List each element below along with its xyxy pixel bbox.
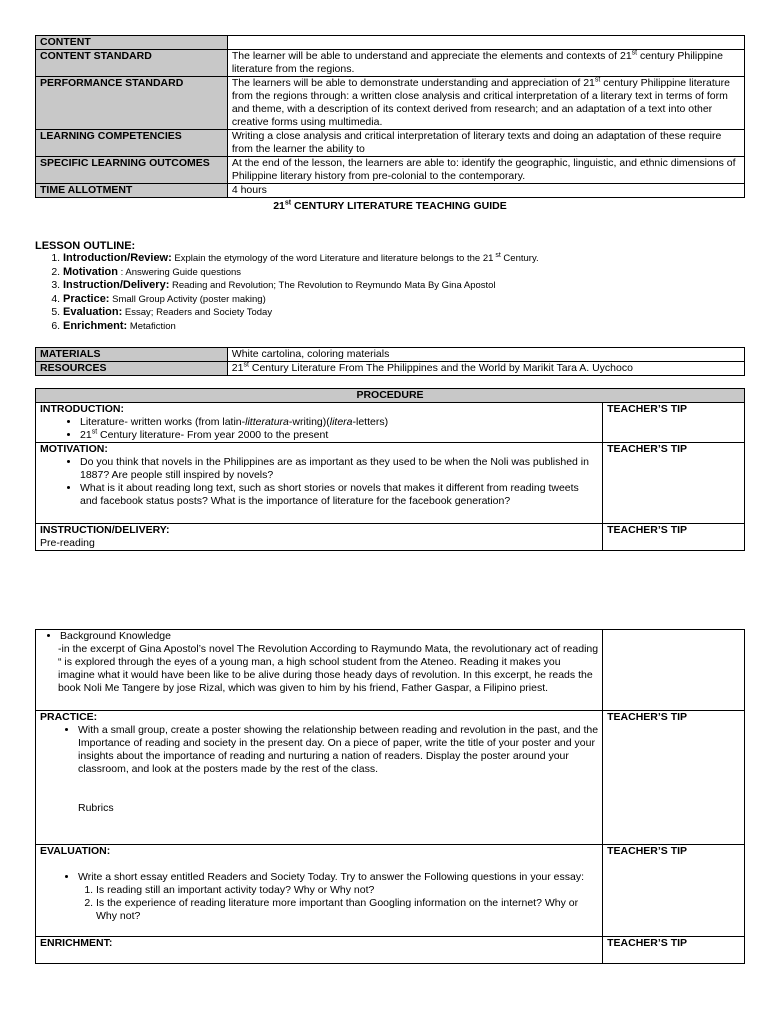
evaluation-questions xyxy=(40,884,598,923)
standards-value: At the end of the lesson, the learners are able to: identify the geographic, linguistic, and ethnic dimensions of Philippine literary history from pre-colonial to the contemporary. xyxy=(227,157,744,184)
standards-value: The learner will be able to understand and appreciate the elements and contexts of 21st century Philippine literature from the regions. xyxy=(227,50,744,77)
teacher-tip-label: TEACHER’S TIP xyxy=(603,845,745,937)
standards-label: PERFORMANCE STANDARD xyxy=(36,77,228,130)
lesson-outline-heading: LESSON OUTLINE: xyxy=(35,240,136,252)
standards-row xyxy=(36,77,745,130)
evaluation-row xyxy=(36,845,745,937)
instruction-sub: Pre-reading xyxy=(40,537,95,549)
list-item: • Literature- written works (from latin-litteratura-writing)(litera-letters) xyxy=(80,416,598,429)
standards-row xyxy=(36,184,745,198)
motivation-label: MOTIVATION: xyxy=(40,443,108,455)
practice-label: PRACTICE: xyxy=(40,711,98,723)
outline-item: 4. Practice: Small Group Activity (poster making) xyxy=(63,293,745,307)
list-item: • Write a short essay entitled Readers and Society Today. Try to answer the Following questions in your essay: xyxy=(78,871,598,884)
instruction-row xyxy=(36,524,745,551)
standards-label: LEARNING COMPETENCIES xyxy=(36,130,228,157)
procedure-table-continued xyxy=(35,629,745,964)
list-item: • Background Knowledge xyxy=(60,630,598,643)
standards-value: 4 hours xyxy=(227,184,744,198)
resources-label: RESOURCES xyxy=(36,362,228,376)
procedure-table xyxy=(35,388,745,551)
introduction-bullets xyxy=(40,416,598,442)
motivation-row xyxy=(36,443,745,524)
practice-bullets xyxy=(40,724,598,776)
enrichment-row xyxy=(36,937,745,964)
list-item: • With a small group, create a poster showing the relationship between reading and revolution in the past, and the Importance of reading and society in the present day. On a piece of paper, write the title of your poster and your insights about the importance of reading and nurturing a nation of readers. Display the poster around your classroom, and look at the posters made by the rest of the class. xyxy=(78,724,598,776)
list-item: 2. Is the experience of reading literature more important than Googling information on the internet? Why or Why not? xyxy=(96,897,598,923)
motivation-bullets xyxy=(40,456,598,508)
teacher-tip-label: TEACHER’S TIP xyxy=(603,711,745,845)
materials-row xyxy=(36,348,745,362)
teacher-tip-label: TEACHER’S TIP xyxy=(603,937,745,964)
outline-item: 1. Introduction/Review: Explain the etymology of the word Literature and literature belongs to the 21 $^{st}$ Century. xyxy=(63,252,745,266)
list-item: • 21st Century literature- From year 2000 to the present xyxy=(80,429,598,442)
standards-table xyxy=(35,35,745,198)
introduction-row xyxy=(36,403,745,443)
enrichment-label: ENRICHMENT: xyxy=(40,937,113,949)
materials-label: MATERIALS xyxy=(36,348,228,362)
background-bullets xyxy=(40,630,598,643)
lesson-outline-list xyxy=(35,252,745,333)
standards-value: Writing a close analysis and critical interpretation of literary texts and doing an adaptation of these require from the learner the ability to xyxy=(227,130,744,157)
resources-value: 21st Century Literature From The Philippines and the World by Marikit Tara A. Uychoco xyxy=(227,362,744,376)
standards-row xyxy=(36,36,745,50)
list-item: • What is it about reading long text, such as short stories or novels that makes it different from reading tweets and facebook status posts? What is the importance of literature for the facebook generation? xyxy=(80,482,598,508)
standards-value: The learners will be able to demonstrate understanding and appreciation of 21st century Philippine literature from the regions through: a written close analysis and critical interpretation of a literary text in terms of form and theme, with a description of its context derived from research; and an adaptation of a text into other creative forms using multimedia. xyxy=(227,77,744,130)
teacher-tip-label: TEACHER’S TIP xyxy=(603,524,745,551)
outline-item: 2. Motivation : Answering Guide questions xyxy=(63,266,745,280)
rubrics-label: Rubrics xyxy=(78,802,114,814)
materials-value: White cartolina, coloring materials xyxy=(227,348,744,362)
evaluation-bullets xyxy=(40,871,598,884)
practice-row xyxy=(36,711,745,845)
background-row xyxy=(36,630,745,711)
teacher-tip-label: TEACHER’S TIP xyxy=(603,443,745,524)
standards-value xyxy=(227,36,744,50)
resources-row xyxy=(36,362,745,376)
procedure-heading: PROCEDURE xyxy=(36,389,745,403)
list-item: 1. Is reading still an important activity today? Why or Why not? xyxy=(96,884,598,897)
standards-label: CONTENT xyxy=(36,36,228,50)
outline-item: 5. Evaluation: Essay; Readers and Society Today xyxy=(63,306,745,320)
instruction-label: INSTRUCTION/DELIVERY: xyxy=(40,524,170,536)
standards-label: SPECIFIC LEARNING OUTCOMES xyxy=(36,157,228,184)
introduction-label: INTRODUCTION: xyxy=(40,403,124,415)
list-item: • Do you think that novels in the Philippines are as important as they used to be when the Noli was published in 1887? Are people still inspired by novels? xyxy=(80,456,598,482)
guide-title: 21st CENTURY LITERATURE TEACHING GUIDE xyxy=(273,199,507,212)
teacher-tip-label: TEACHER’S TIP xyxy=(603,403,745,443)
standards-row xyxy=(36,130,745,157)
standards-label: CONTENT STANDARD xyxy=(36,50,228,77)
evaluation-label: EVALUATION: xyxy=(40,845,111,857)
background-text: -in the excerpt of Gina Apostol’s novel The Revolution According to Raymundo Mata, the revolutionary act of reading “ is explored through the eyes of a young man, a high school student from the Ateneo. Reading it makes you imagine what it would have been like to be alive during those heady days of revolution. In this excerpt, he reads the book Noli Me Tangere by jose Rizal, which was given to him by his friend, Father Gaspar, a Filipino priest. xyxy=(58,643,599,694)
standards-row xyxy=(36,157,745,184)
outline-item: 6. Enrichment: Metafiction xyxy=(63,320,745,334)
standards-row xyxy=(36,50,745,77)
outline-item: 3. Instruction/Delivery: Reading and Revolution; The Revolution to Reymundo Mata By Gina Apostol xyxy=(63,279,745,293)
standards-label: TIME ALLOTMENT xyxy=(36,184,228,198)
lesson-outline xyxy=(35,240,745,333)
materials-table xyxy=(35,347,745,376)
